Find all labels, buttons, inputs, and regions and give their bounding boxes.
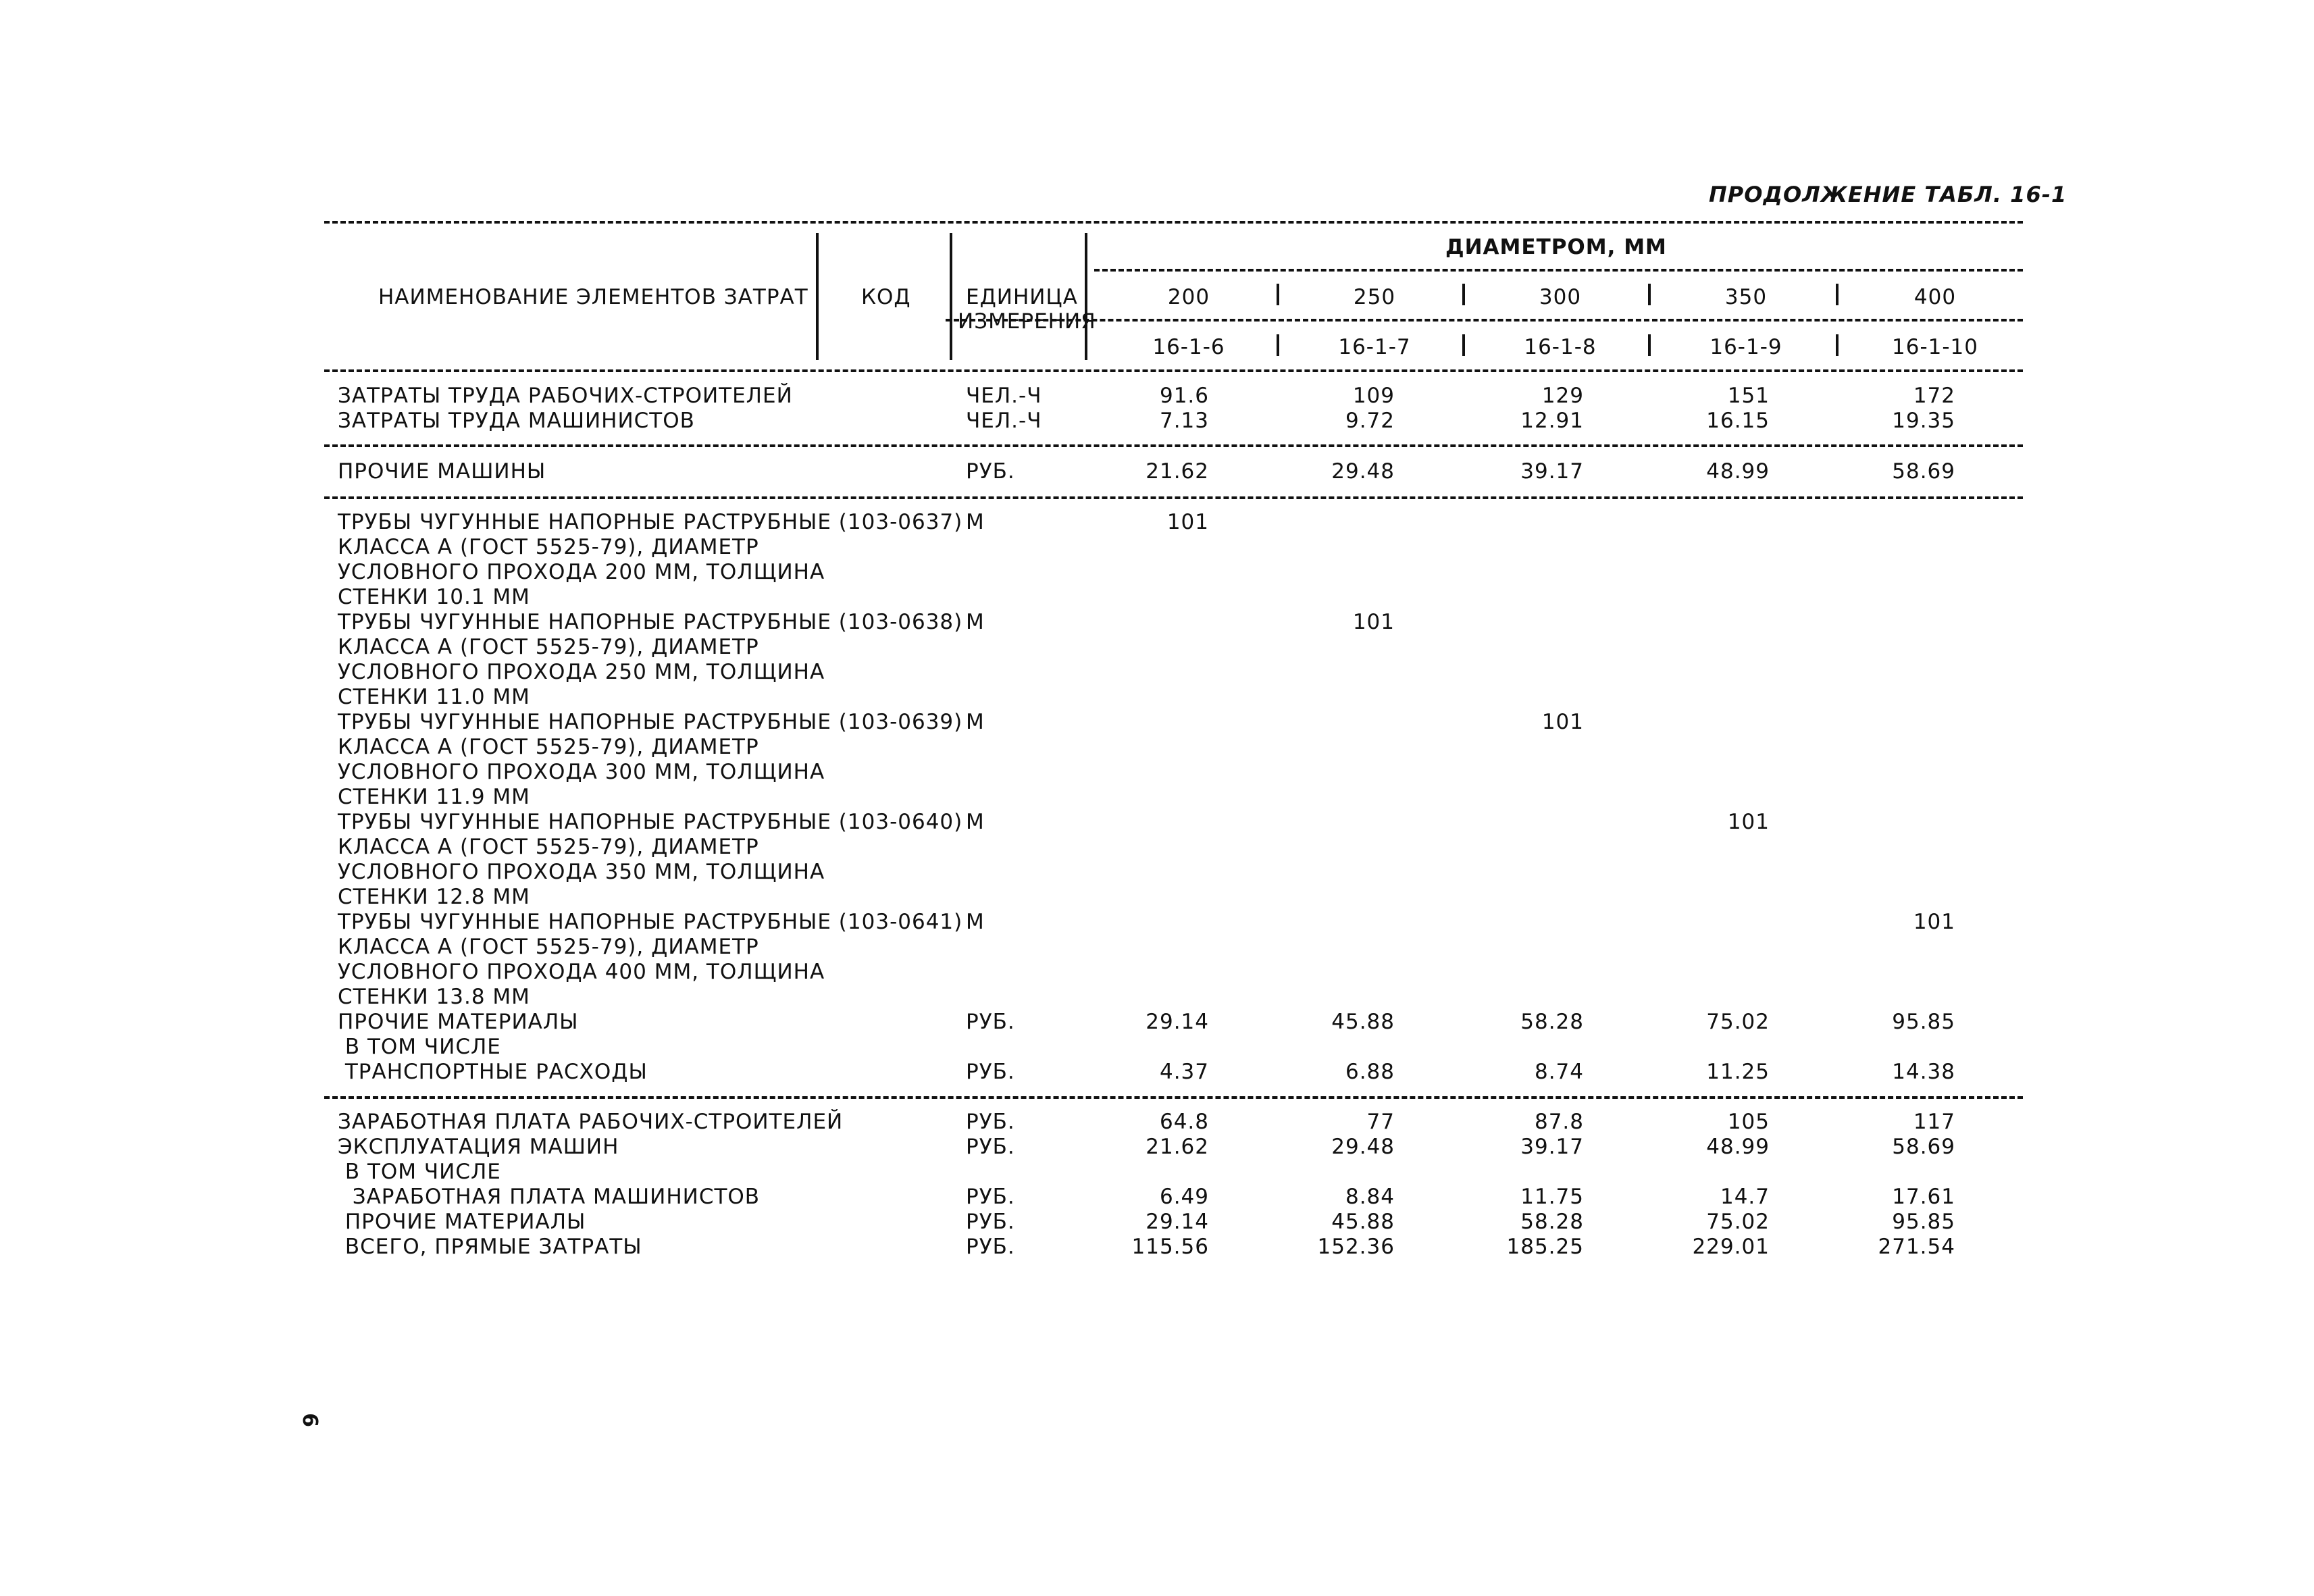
header-separator — [1648, 334, 1651, 356]
row-unit: ЧЕЛ.-Ч — [966, 409, 1042, 433]
row-item-text: КЛАССА А (ГОСТ 5525-79), ДИАМЕТР — [338, 535, 759, 559]
header-separator — [1836, 334, 1839, 356]
row-item-text: ПРОЧИЕ МАТЕРИАЛЫ — [338, 1210, 586, 1234]
row-value: 14.7 — [1720, 1185, 1770, 1209]
row-unit: РУБ. — [966, 1110, 1015, 1134]
row-unit: РУБ. — [966, 459, 1015, 484]
header-norm-code: 16-1-6 — [1152, 335, 1225, 359]
row-value: 95.85 — [1892, 1210, 1955, 1234]
row-value: 21.62 — [1146, 1135, 1209, 1159]
row-value: 91.6 — [1159, 384, 1209, 408]
header-code-col: КОД — [861, 285, 911, 309]
row-value: 95.85 — [1892, 1010, 1955, 1034]
row-value: 7.13 — [1159, 409, 1209, 433]
header-norm-code: 16-1-10 — [1892, 335, 1978, 359]
header-norm-code: 16-1-7 — [1338, 335, 1411, 359]
continuation-label: ПРОДОЛЖЕНИЕ ТАБЛ. 16-1 — [1709, 182, 2067, 207]
row-value: 87.8 — [1534, 1110, 1584, 1134]
row-value: 77 — [1366, 1110, 1395, 1134]
header-diameter-rule — [946, 319, 2023, 321]
row-unit: М — [966, 510, 985, 534]
row-value: 75.02 — [1706, 1210, 1770, 1234]
header-unit-col: ЕДИНИЦА — [966, 285, 1078, 309]
row-value: 11.75 — [1520, 1185, 1584, 1209]
row-value: 101 — [1352, 610, 1395, 634]
header-diameter: 200 — [1167, 285, 1210, 309]
row-value: 45.88 — [1331, 1210, 1395, 1234]
row-value: 21.62 — [1146, 459, 1209, 484]
row-item-text: ЭКСПЛУАТАЦИЯ МАШИН — [338, 1135, 619, 1159]
row-value: 16.15 — [1706, 409, 1770, 433]
row-item-text: СТЕНКИ 11.0 ММ — [338, 685, 530, 709]
row-unit: М — [966, 610, 985, 634]
row-value: 58.69 — [1892, 459, 1955, 484]
header-separator — [1462, 284, 1465, 305]
row-value: 185.25 — [1506, 1235, 1584, 1259]
row-value: 101 — [1913, 910, 1955, 934]
row-item-text: В ТОМ ЧИСЛЕ — [338, 1160, 501, 1184]
row-item-text: УСЛОВНОГО ПРОХОДА 300 ММ, ТОЛЩИНА — [338, 760, 825, 784]
row-value: 29.14 — [1146, 1010, 1209, 1034]
row-value: 19.35 — [1892, 409, 1955, 433]
row-unit: М — [966, 910, 985, 934]
row-value: 48.99 — [1706, 459, 1770, 484]
row-value: 129 — [1541, 384, 1584, 408]
header-separator — [816, 233, 819, 360]
row-value: 101 — [1727, 810, 1770, 834]
row-item-text: ТРУБЫ ЧУГУННЫЕ НАПОРНЫЕ РАСТРУБНЫЕ (103-0638) — [338, 610, 963, 634]
row-item-text: ТРУБЫ ЧУГУННЫЕ НАПОРНЫЕ РАСТРУБНЫЕ (103-0640) — [338, 810, 963, 834]
row-item-text: ПРОЧИЕ МАТЕРИАЛЫ — [338, 1010, 579, 1034]
row-value: 6.88 — [1345, 1060, 1395, 1084]
header-unit-col: ИЗМЕРЕНИЯ — [958, 309, 1096, 334]
row-value: 45.88 — [1331, 1010, 1395, 1034]
header-separator — [1648, 284, 1651, 305]
header-separator — [1277, 284, 1279, 305]
row-unit: РУБ. — [966, 1235, 1015, 1259]
header-separator — [950, 233, 952, 360]
row-unit: РУБ. — [966, 1010, 1015, 1034]
row-unit: РУБ. — [966, 1060, 1015, 1084]
row-item-text: СТЕНКИ 12.8 ММ — [338, 885, 530, 909]
row-item-text: КЛАССА А (ГОСТ 5525-79), ДИАМЕТР — [338, 735, 759, 759]
header-separator — [1085, 233, 1087, 360]
header-group: ДИАМЕТРОМ, ММ — [1445, 235, 1667, 259]
row-item-text: В ТОМ ЧИСЛЕ — [338, 1035, 501, 1059]
row-item-text: ТРУБЫ ЧУГУННЫЕ НАПОРНЫЕ РАСТРУБНЫЕ (103-0639) — [338, 710, 963, 734]
row-item-text: КЛАССА А (ГОСТ 5525-79), ДИАМЕТР — [338, 835, 759, 859]
row-value: 75.02 — [1706, 1010, 1770, 1034]
row-value: 58.28 — [1520, 1010, 1584, 1034]
row-item-text: ТРУБЫ ЧУГУННЫЕ НАПОРНЫЕ РАСТРУБНЫЕ (103-0641) — [338, 910, 963, 934]
row-value: 101 — [1166, 510, 1209, 534]
row-value: 48.99 — [1706, 1135, 1770, 1159]
row-item-text: ТРУБЫ ЧУГУННЫЕ НАПОРНЫЕ РАСТРУБНЫЕ (103-0637) — [338, 510, 963, 534]
row-value: 39.17 — [1520, 459, 1584, 484]
row-value: 172 — [1913, 384, 1955, 408]
header-name-col: НАИМЕНОВАНИЕ ЭЛЕМЕНТОВ ЗАТРАТ — [378, 285, 808, 309]
row-value: 29.14 — [1146, 1210, 1209, 1234]
row-item-text: ЗАРАБОТНАЯ ПЛАТА МАШИНИСТОВ — [338, 1185, 761, 1209]
row-value: 58.69 — [1892, 1135, 1955, 1159]
section-rule — [324, 496, 2023, 499]
row-unit: М — [966, 710, 985, 734]
row-value: 11.25 — [1706, 1060, 1770, 1084]
row-item-text: ЗАТРАТЫ ТРУДА РАБОЧИХ-СТРОИТЕЛЕЙ — [338, 384, 793, 408]
row-item-text: СТЕНКИ 11.9 ММ — [338, 785, 530, 809]
row-unit: РУБ. — [966, 1185, 1015, 1209]
row-value: 6.49 — [1159, 1185, 1209, 1209]
row-value: 64.8 — [1159, 1110, 1209, 1134]
row-value: 105 — [1727, 1110, 1770, 1134]
row-value: 4.37 — [1159, 1060, 1209, 1084]
header-diameter: 300 — [1539, 285, 1582, 309]
table-top-rule — [324, 221, 2023, 224]
section-rule — [324, 1096, 2023, 1099]
row-item-text: СТЕНКИ 13.8 ММ — [338, 985, 530, 1009]
row-item-text: УСЛОВНОГО ПРОХОДА 400 ММ, ТОЛЩИНА — [338, 960, 825, 984]
header-bottom-rule — [324, 369, 2023, 372]
row-value: 8.74 — [1534, 1060, 1584, 1084]
row-value: 29.48 — [1331, 1135, 1395, 1159]
row-item-text: ВСЕГО, ПРЯМЫЕ ЗАТРАТЫ — [338, 1235, 642, 1259]
header-norm-code: 16-1-9 — [1709, 335, 1782, 359]
row-item-text: КЛАССА А (ГОСТ 5525-79), ДИАМЕТР — [338, 935, 759, 959]
header-diameter: 350 — [1724, 285, 1768, 309]
row-value: 152.36 — [1317, 1235, 1395, 1259]
row-item-text: УСЛОВНОГО ПРОХОДА 350 ММ, ТОЛЩИНА — [338, 860, 825, 884]
row-item-text: ТРАНСПОРТНЫЕ РАСХОДЫ — [338, 1060, 648, 1084]
header-diameter: 400 — [1913, 285, 1957, 309]
row-value: 101 — [1541, 710, 1584, 734]
page-number: 6 — [297, 1413, 322, 1428]
header-norm-code: 16-1-8 — [1524, 335, 1597, 359]
row-value: 17.61 — [1892, 1185, 1955, 1209]
header-group-rule — [1094, 269, 2023, 272]
row-unit: М — [966, 810, 985, 834]
row-value: 39.17 — [1520, 1135, 1584, 1159]
header-separator — [1462, 334, 1465, 356]
section-rule — [324, 444, 2023, 447]
row-unit: РУБ. — [966, 1210, 1015, 1234]
row-item-text: КЛАССА А (ГОСТ 5525-79), ДИАМЕТР — [338, 635, 759, 659]
row-item-text: ПРОЧИЕ МАШИНЫ — [338, 459, 546, 484]
row-item-text: УСЛОВНОГО ПРОХОДА 200 ММ, ТОЛЩИНА — [338, 560, 825, 584]
row-value: 58.28 — [1520, 1210, 1584, 1234]
row-value: 117 — [1913, 1110, 1955, 1134]
header-diameter: 250 — [1353, 285, 1396, 309]
row-value: 9.72 — [1345, 409, 1395, 433]
row-value: 14.38 — [1892, 1060, 1955, 1084]
row-value: 29.48 — [1331, 459, 1395, 484]
row-value: 229.01 — [1692, 1235, 1770, 1259]
header-separator — [1277, 334, 1279, 356]
row-unit: РУБ. — [966, 1135, 1015, 1159]
row-value: 271.54 — [1878, 1235, 1955, 1259]
row-item-text: УСЛОВНОГО ПРОХОДА 250 ММ, ТОЛЩИНА — [338, 660, 825, 684]
row-item-text: ЗАТРАТЫ ТРУДА МАШИНИСТОВ — [338, 409, 695, 433]
row-value: 115.56 — [1131, 1235, 1209, 1259]
row-value: 109 — [1352, 384, 1395, 408]
row-item-text: СТЕНКИ 10.1 ММ — [338, 585, 530, 609]
row-value: 12.91 — [1520, 409, 1584, 433]
row-value: 8.84 — [1345, 1185, 1395, 1209]
header-separator — [1836, 284, 1839, 305]
row-item-text: ЗАРАБОТНАЯ ПЛАТА РАБОЧИХ-СТРОИТЕЛЕЙ — [338, 1110, 844, 1134]
row-unit: ЧЕЛ.-Ч — [966, 384, 1042, 408]
row-value: 151 — [1727, 384, 1770, 408]
